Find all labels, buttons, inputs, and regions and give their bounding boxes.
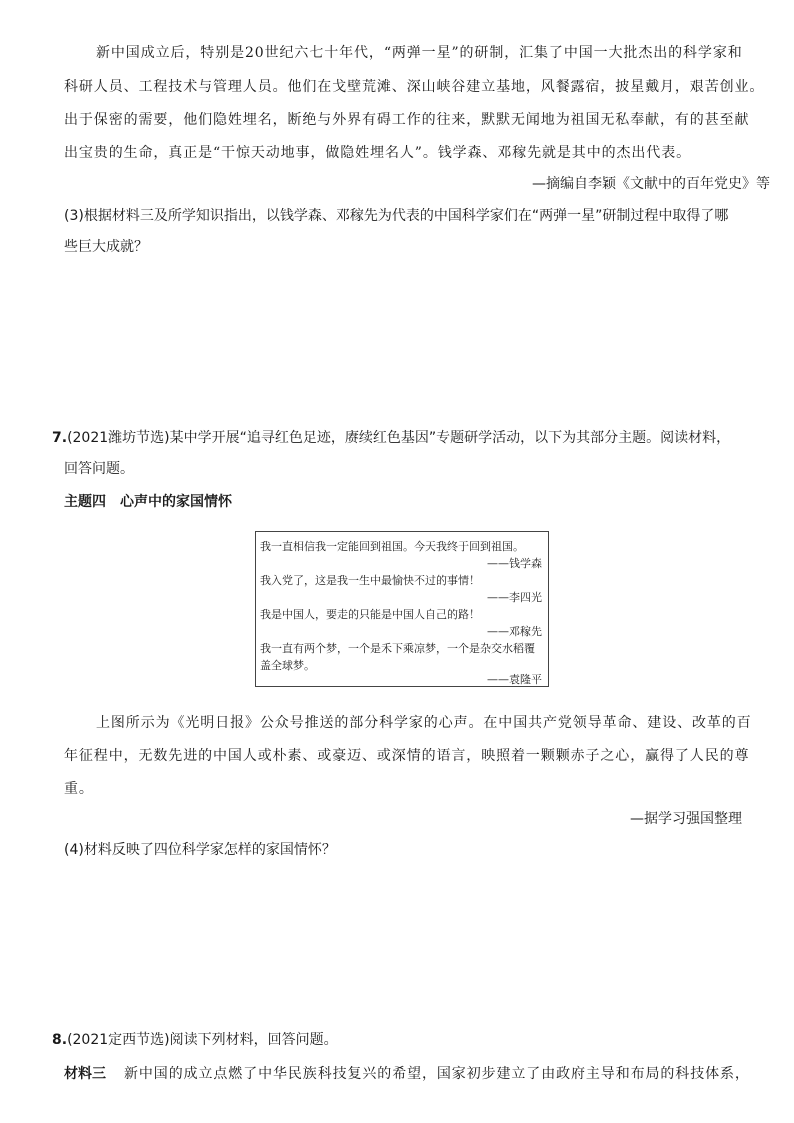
question-7-line-1	[52, 428, 730, 448]
question-7-line-2: 回答问题。	[64, 461, 134, 477]
quote-text: 我入党了，这是我一生中最愉快不过的事情！	[260, 574, 480, 587]
material-after-line-3: 重。	[64, 781, 94, 797]
question-number: 8.	[52, 1032, 68, 1048]
question-7-text: (2021潍坊节选)某中学开展“追寻红色足迹，赓续红色基因”专题研学活动，以下为其部分主题。阅读材料，	[67, 430, 731, 446]
quote-text: 盖全球梦。	[260, 659, 315, 672]
question-8-text: (2021定西节选)阅读下列材料，回答问题。	[67, 1032, 338, 1048]
material-label: 材料三	[64, 1066, 106, 1082]
quote-box	[255, 531, 549, 687]
quote-author: ——邓稼先	[487, 625, 542, 638]
question-8-material	[64, 1064, 750, 1084]
quote-text: 我一直相信我一定能回到祖国。今天我终于回到祖国。	[260, 540, 524, 553]
material-line-1: 新中国成立后，特别是20世纪六七十年代，“两弹一星”的研制，汇集了中国一大批杰出的科学家和	[96, 45, 743, 61]
quote-text: 我是中国人，要走的只能是中国人自己的路！	[260, 608, 480, 621]
material-text: 新中国的成立点燃了中华民族科技复兴的希望，国家初步建立了由政府主导和布局的科技体系，	[124, 1066, 750, 1082]
quote-author: ——钱学森	[487, 557, 542, 570]
question-4: (4)材料反映了四位科学家怎样的家国情怀？	[64, 842, 336, 858]
quote-author: ——袁隆平	[487, 673, 542, 686]
quote-author: ——李四光	[487, 591, 542, 604]
theme-title: 主题四 心声中的家国情怀	[64, 494, 232, 510]
material-after-line-1: 上图所示为《光明日报》公众号推送的部分科学家的心声。在中国共产党领导革命、建设、改革的百	[96, 715, 752, 731]
question-number: 7.	[52, 430, 68, 446]
quote-text: 我一直有两个梦，一个是禾下乘凉梦，一个是杂交水稻覆	[260, 642, 535, 655]
question-3-line-1: (3)根据材料三及所学知识指出，以钱学森、邓稼先为代表的中国科学家们在“两弹一星”研制过程中取得了哪	[64, 208, 729, 224]
question-3-line-2: 些巨大成就？	[64, 239, 148, 255]
material-line-2: 科研人员、工程技术与管理人员。他们在戈壁荒滩、深山峡谷建立基地，风餐露宿，披星戴月，艰苦创业。	[64, 79, 765, 95]
material-line-4: 出宝贵的生命，真正是“干惊天动地事，做隐姓埋名人”。钱学森、邓稼先就是其中的杰出代表。	[64, 145, 692, 161]
material-line-3: 出于保密的需要，他们隐姓埋名，断绝与外界有碍工作的往来，默默无闻地为祖国无私奉献，有的甚至献	[64, 112, 750, 128]
material-after-line-2: 年征程中，无数先进的中国人或朴素、或豪迈、或深情的语言，映照着一颗颗赤子之心，赢得了人民的尊	[64, 748, 750, 764]
material-after-source: —据学习强国整理	[630, 811, 742, 827]
question-8-line-1	[52, 1030, 338, 1050]
material-source: —摘编自李颖《文献中的百年党史》等	[532, 176, 770, 192]
